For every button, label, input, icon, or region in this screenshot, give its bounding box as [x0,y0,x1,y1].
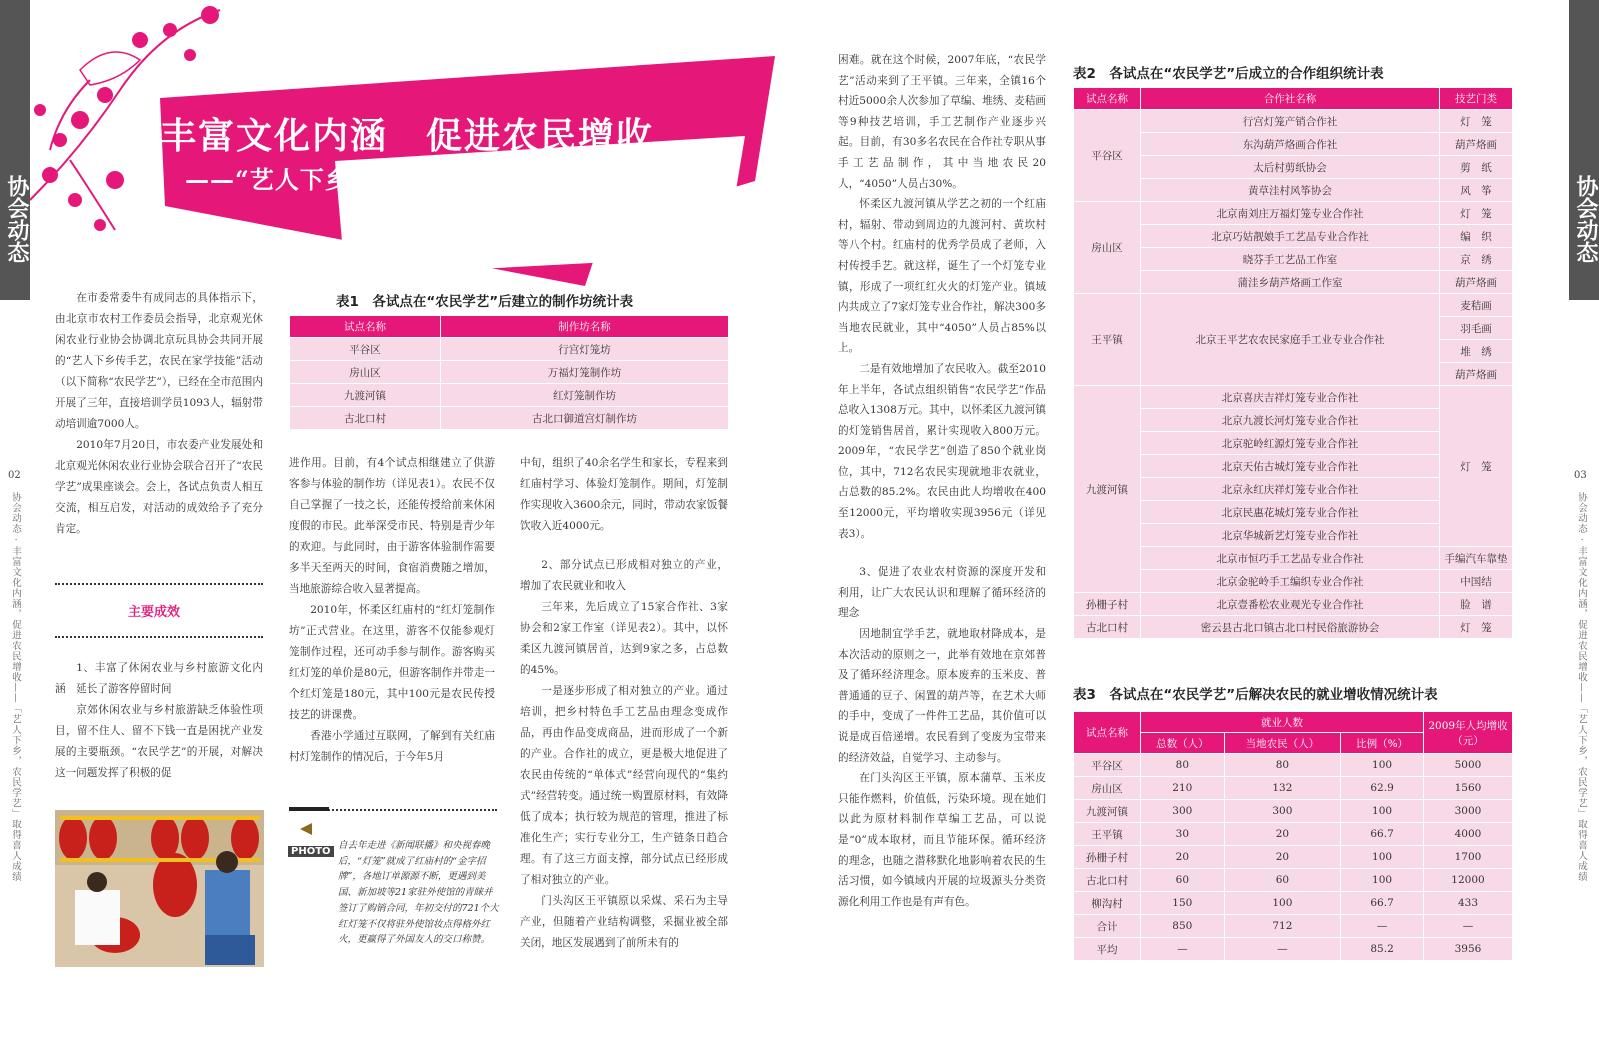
paragraph: 三年来，先后成立了15家合作社、3家协会和2家工作室（详见表2）。其中，以怀柔区九渡河镇居首，达到9家之多，占总数的45%。 [520,601,728,676]
table-cell: 20 [1141,846,1225,869]
table-cell: 100 [1341,869,1424,892]
article-column-1-body [55,658,263,784]
table-cell: 80 [1224,754,1340,777]
table-cell: 堆 绣 [1440,340,1513,363]
table-cell: 5000 [1424,754,1513,777]
divider [55,636,263,638]
table-cell: 东沟葫芦烙画合作社 [1141,133,1440,156]
table-cell: 62.9 [1341,777,1424,800]
table-cell: 北京九渡长河灯笼专业合作社 [1141,409,1440,432]
page-number-right: 03 [1574,470,1587,481]
table-header-cell: 试点名称 [1074,88,1141,110]
table-cell: 晓芬手工艺品工作室 [1141,248,1440,271]
table-header-cell: 就业人数 [1141,712,1424,733]
table-cell: 葫芦烙画 [1440,133,1513,156]
table-cell: 平谷区 [1074,110,1141,202]
table-cell: 古北口村 [290,407,441,430]
table-cell: 300 [1224,800,1340,823]
running-header-right: 协会动态 · 丰富文化内涵，促进农民增收——「艺人下乡，农民学艺」取得喜人成绩 [1576,492,1587,883]
table-cell: 红灯笼制作坊 [441,384,729,407]
paragraph: 怀柔区九渡河镇从学艺之初的一个红庙村，辐射、带动到周边的九渡河村、黄坎村等八个村。红庙村的优秀学员成了老师，入村传授手艺。就这样，诞生了一个灯笼专业镇，形成了一项红红火火的灯笼产业。镇域内共成立了7家灯笼专业合作社，解决300多当地农民就业，其中“4050”人员占85%以上。 [838,198,1046,355]
paragraph: 京郊休闲农业与乡村旅游缺乏体验性项目，留不住人、留不下钱一直是困扰产业发展的主要瓶颈。“农民学艺”的开展，对解决这一问题发挥了积极的促 [55,704,263,779]
table-cell: 太后村剪纸协会 [1141,156,1440,179]
page-subtitle: ——“艺人下乡，农民学艺”取得喜人成绩 [185,165,640,194]
table2-caption: 表2 各试点在“农民学艺”后成立的合作组织统计表 [1073,66,1384,82]
paragraph: 二是有效地增加了农民收入。截至2010年上半年，各试点组织销售“农民学艺”作品总收入1308万元。其中，以怀柔区九渡河镇的灯笼销售居首，累计实现收入800万元。2009年，“农民学艺”创造了850个就业岗位，其中，712名农民实现就地非农就业，占总数的85.2%。农民由此人均增收在400至12000元，平均增收实现3956元（详见表3）。 [838,362,1046,540]
paragraph: 中旬，组织了40余名学生和家长，专程来到红庙村学习、体验灯笼制作。期间，灯笼制作实现收入3600余元，同时，带动农家饭餐饮收入近4000元。 [520,457,728,532]
table-cell: 古北口村 [1074,869,1141,892]
table-cell: 孙栅子村 [1074,846,1141,869]
table-cell: 灯 笼 [1440,110,1513,133]
table-row [1074,938,1513,961]
table-cell: 132 [1224,777,1340,800]
table-row [1074,616,1513,639]
table-cell: 行宫灯笼产销合作社 [1141,110,1440,133]
table-cell: 葫芦烙画 [1440,363,1513,386]
table-cell: 蒲洼乡葫芦烙画工作室 [1141,271,1440,294]
table-cell: 北京民惠花城灯笼专业合作社 [1141,501,1440,524]
table-cell: 100 [1341,800,1424,823]
table-cell: 王平镇 [1074,823,1141,846]
table-cell: 712 [1224,915,1340,938]
table-cell: — [1341,915,1424,938]
table-cell: 北京华城新艺灯笼专业合作社 [1141,524,1440,547]
table-cell: 羽毛画 [1440,317,1513,340]
table-row [1074,202,1513,225]
table-cell: 300 [1141,800,1225,823]
table-header-cell: 制作坊名称 [441,316,729,338]
table-row [1074,593,1513,616]
table-cell: 孙栅子村 [1074,593,1141,616]
table-cell: 4000 [1424,823,1513,846]
table-cell: 100 [1341,846,1424,869]
table-cell: 编 织 [1440,225,1513,248]
table-cell: 3956 [1424,938,1513,961]
running-header-left: 协会动态 · 丰富文化内涵，促进农民增收——「艺人下乡，农民学艺」取得喜人成绩 [10,492,21,883]
table-row [290,361,729,384]
table-cell: 灯 笼 [1440,202,1513,225]
table-cell: 房山区 [1074,202,1141,294]
table-cell: 脸 谱 [1440,593,1513,616]
table-cell: 北京驼岭红源灯笼专业合作社 [1141,432,1440,455]
table-cell: 150 [1141,892,1225,915]
table-row [1074,869,1513,892]
subheading: 3、促进了农业农村资源的深度开发和利用，让广大农民认识和理解了循环经济的理念 [838,566,1046,620]
paragraph: 香港小学通过互联网，了解到有关红庙村灯笼制作的情况后，于今年5月 [289,730,495,763]
table-row [290,338,729,361]
paragraph: 门头沟区王平镇原以采煤、采石为主导产业，但随着产业结构调整，采掘业被全部关闭，地区发展遇到了前所未有的 [520,895,728,949]
table3-employment-income [1073,711,1513,961]
article-column-4 [838,50,1046,912]
table-cell: 柳沟村 [1074,892,1141,915]
paragraph: 2010年7月20日，市农委产业发展处和北京观光休闲农业行业协会联合召开了“农民学艺”成果座谈会。会上，各试点负责人相互交流，相互启发，对活动的成效给予了充分肯定。 [55,439,263,535]
divider-accent [289,807,329,811]
table-cell: 30 [1141,823,1225,846]
table-row [1074,800,1513,823]
table2-cooperatives [1073,87,1513,639]
paragraph: 2010年，怀柔区红庙村的“红灯笼制作坊”正式营业。在这里，游客不仅能参观灯笼制作过程，还可动手参与制作。游客购买红灯笼的单价是80元，但游客制作并带走一个红灯笼是180元，其中100元是农民传授技艺的讲课费。 [289,604,495,721]
table-cell: 85.2 [1341,938,1424,961]
table-cell: 北京金驼岭手工编织专业合作社 [1141,570,1440,593]
table-cell: 100 [1341,754,1424,777]
paragraph: 困难。就在这个时候，2007年底，“农民学艺”活动来到了王平镇。三年来，全镇16个村近5000余人次参加了草编、堆绣、麦秸画等9种技艺培训，手工艺制作产业逐步兴起。目前，有30多名农民在合作社专职从事手工艺品制作，其中当地农民20人，“4050”人员占30%。 [838,54,1046,190]
section-heading: 主要成效 [128,605,181,620]
table-row [1074,754,1513,777]
paragraph: 进作用。目前，有4个试点相继建立了供游客参与体验的制作坊（详见表1）。农民不仅自己掌握了一技之长，还能传授给前来休闲度假的市民。此举深受市民、特别是青少年的欢迎。与此同时，由于游客体验制作需要多半天至两天的时间，食宿消费随之增加，当地旅游综合收入显著提高。 [289,457,495,595]
table-cell: 100 [1224,892,1340,915]
table-row [1074,823,1513,846]
table-cell: 平谷区 [1074,754,1141,777]
table-cell: 房山区 [290,361,441,384]
table-cell: 850 [1141,915,1225,938]
table-cell: 3000 [1424,800,1513,823]
table-cell: 北京南刘庄万福灯笼专业合作社 [1141,202,1440,225]
table-cell: 九渡河镇 [290,384,441,407]
table-cell: 中国结 [1440,570,1513,593]
table-cell: 风 筝 [1440,179,1513,202]
table-cell: 20 [1224,823,1340,846]
table-cell: 麦秸画 [1440,294,1513,317]
table-header-cell: 当地农民（人） [1224,733,1340,754]
table-cell: 剪 纸 [1440,156,1513,179]
table-cell: 灯 笼 [1440,386,1513,547]
paragraph: 一是逐步形成了相对独立的产业。通过培训，把乡村特色手工艺品由理念变成作品，再由作品变成商品，进而形成了一个新的产业。合作社的成立，更是极大地促进了农民由传统的“单体式”经营向现代的“集约式”经营转变。通过统一购置原材料，有效降低了成本；执行较为规范的管理，推进了标准化生产；实行专业分工，生产链条日趋合理。有了这三方面支撑，部分试点已经形成了相对独立的产业。 [520,685,728,886]
table-cell: 66.7 [1341,892,1424,915]
table-cell: 210 [1141,777,1225,800]
table-header-cell: 比例（%） [1341,733,1424,754]
table-cell: 433 [1424,892,1513,915]
table-cell: 1560 [1424,777,1513,800]
table-cell: 平均 [1074,938,1141,961]
table-cell: 黄草洼村风筝协会 [1141,179,1440,202]
table-cell: 平谷区 [290,338,441,361]
table-row [1074,892,1513,915]
table-cell: 北京永红庆祥灯笼专业合作社 [1141,478,1440,501]
table1-workshops [289,315,729,430]
table-cell: 葫芦烙画 [1440,271,1513,294]
table-cell: 60 [1141,869,1225,892]
table-cell: 北京喜庆吉祥灯笼专业合作社 [1141,386,1440,409]
table-cell: 北京市恒巧手工艺品专业合作社 [1141,547,1440,570]
table-cell: 灯 笼 [1440,616,1513,639]
right-section-tab [1569,0,1599,300]
table-row [1074,915,1513,938]
table-cell: 66.7 [1341,823,1424,846]
table-header-cell: 试点名称 [1074,712,1141,754]
table1-caption: 表1 各试点在“农民学艺”后建立的制作坊统计表 [336,294,634,310]
table-cell: 60 [1224,869,1340,892]
table-cell: 房山区 [1074,777,1141,800]
section-tab-label: 协会动态 [4,175,30,263]
table-cell: — [1424,915,1513,938]
table-row [290,384,729,407]
photo-tag: PHOTO [288,846,334,857]
table-cell: 行宫灯笼坊 [441,338,729,361]
table-cell: 九渡河镇 [1074,386,1141,593]
table-cell: 1700 [1424,846,1513,869]
table-header-cell: 试点名称 [290,316,441,338]
table3-caption: 表3 各试点在“农民学艺”后解决农民的就业增收情况统计表 [1073,687,1438,703]
table-cell: 万福灯笼制作坊 [441,361,729,384]
table-cell: 北京天佑古城灯笼专业合作社 [1141,455,1440,478]
photo-caption: 自去年走进《新闻联播》和央视春晚后，“灯笼”就成了红庙村的“金字招牌”，各地订单源源不断，更遇到美国、新加坡等21家驻外使馆的青睐并签订了购销合同，年初交付的721个大红灯笼不仅将驻外使馆妆点得格外红火，更赢得了外国友人的交口称赞。 [338,840,499,946]
table-cell: 京 绣 [1440,248,1513,271]
table-cell: 12000 [1424,869,1513,892]
table-row [290,407,729,430]
subheading: 2、部分试点已形成相对独立的产业，增加了农民就业和收入 [520,559,728,592]
section-tab-label-right: 协会动态 [1573,175,1599,263]
table-cell: 王平镇 [1074,294,1141,386]
table-row [1074,777,1513,800]
paragraph: 1、丰富了休闲农业与乡村旅游文化内涵 延长了游客停留时间 [55,662,263,695]
article-column-1-intro [55,288,263,540]
caption-arrow-icon [300,823,312,835]
table-header-cell: 合作社名称 [1141,88,1440,110]
paragraph: 因地制宜学手艺，就地取材降成本，是本次活动的原则之一，此举有效地在京郊普及了循环经济理念。原本废弃的玉米皮、普普通通的豆子、闲置的葫芦等，在艺术大师的手中，变成了一件件工艺品，其价值可以说是成百倍递增。农民看到了变废为宝带来的经济效益，自觉学习、主动参与。 [838,628,1046,764]
lantern-making-photo [55,810,264,967]
table-cell: 古北口村 [1074,616,1141,639]
table-row [1074,846,1513,869]
table-cell: 古北口御道宫灯制作坊 [441,407,729,430]
table-cell: 北京壹番松农业观光专业合作社 [1141,593,1440,616]
table-cell: 80 [1141,754,1225,777]
article-column-3 [520,453,728,954]
table-cell: 20 [1224,846,1340,869]
table-row [1074,110,1513,133]
table-header-cell: 2009年人均增收（元） [1424,712,1513,754]
table-cell: 北京巧姑靓娘手工艺品专业合作社 [1141,225,1440,248]
article-column-2 [289,453,495,768]
table-header-cell: 技艺门类 [1440,88,1513,110]
table-cell: 密云县古北口镇古北口村民俗旅游协会 [1141,616,1440,639]
paragraph: 在门头沟区王平镇，原本蒲草、玉米皮只能作燃料，价值低，污染环境。现在她们以此为原材料制作草编工艺品，可以说是“0”成本取材，而且节能环保。循环经济的理念，也随之潜移默化地影响着农民的生活习惯，如今镇域内开展的垃圾源头分类资源化利用工作也是有声有色。 [838,772,1046,908]
table-row [1074,294,1513,317]
table-cell: — [1224,938,1340,961]
paragraph: 在市委常委牛有成同志的具体指示下，由北京市农村工作委员会指导，北京观光休闲农业行业协会协调北京玩具协会共同开展的“艺人下乡传手艺，农民在家学技能”活动（以下简称“农民学艺”），已经在全市范围内开展了三年，直接培训学员1093人，辐射带动培训逾7000人。 [55,292,263,430]
divider [55,583,263,585]
table-row [1074,386,1513,409]
table-cell: 合计 [1074,915,1141,938]
table-header-cell: 总数（人） [1141,733,1225,754]
page-number-left: 02 [8,470,21,481]
table-cell: 九渡河镇 [1074,800,1141,823]
page-title: 丰富文化内涵 促进农民增收 [160,116,655,157]
table-cell: 北京王平艺农农民家庭手工业专业合作社 [1141,294,1440,386]
table-cell: 手编汽车靠垫 [1440,547,1513,570]
table-cell: — [1141,938,1225,961]
